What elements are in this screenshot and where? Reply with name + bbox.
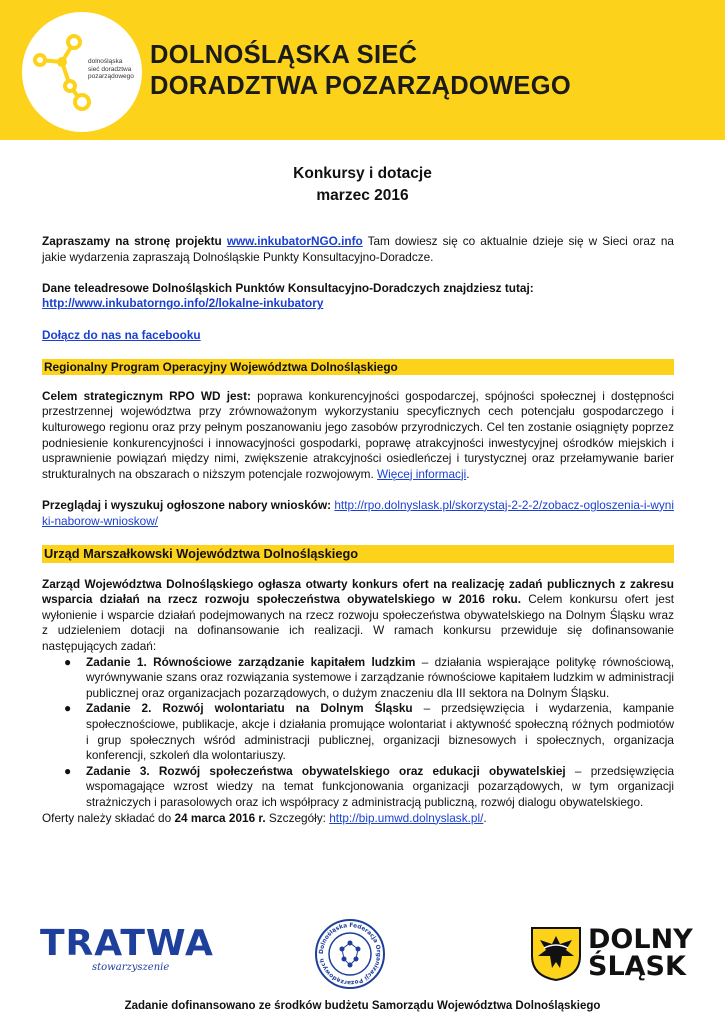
bip-link[interactable]: http://bip.umwd.dolnyslask.pl/ — [329, 810, 484, 825]
facebook-paragraph — [42, 328, 674, 344]
bullet-icon: ● — [64, 654, 72, 669]
logo-text: dolnośląska sieć doradztwa pozarządowego — [88, 58, 134, 80]
tratwa-subtitle: stowarzyszenie — [92, 962, 170, 973]
list-item: ● Zadanie 3. Rozwój społeczeństwa obywatelskiego oraz edukacji obywatelskiej – przedsięwzięcia wspomagające wzrost wiedzy na temat funkcjonowania organizacji pozarządowych, w tym organizacji strażniczych i parasolowych oraz ich współpracy z administracją publiczną, rozwój dialogu obywatelskiego. — [64, 763, 675, 809]
list-item: ● Zadanie 2. Rozwój wolontariatu na Dolnym Śląsku – przedsięwzięcia i wydarzenia, kampanie społecznościowe, publikacje, akcje i działania promujące wolontariat i aktywność społeczną różnych podmiotów i grup społecznych wśród administracji publicznej, organizacji biznesowych i społecznych, organizacja konferencji, szkoleń dla wolontariuszy. — [64, 701, 675, 763]
deadline-paragraph: Oferty należy składać do 24 marca 2016 r. Szczegóły: http://bip.umwd.dolnyslask.pl/. — [42, 810, 487, 825]
list-item: ● Zadanie 1. Równościowe zarządzanie kapitałem ludzkim – działania wspierające politykę równościową, wyrównywanie szans oraz rozwiązania systemowe i zarządzanie równościowe kapitałem ludzkim w administracji publicznej oraz organizacjach pozarządowych, o dużym znaczeniu dla III sektora na Dolnym Śląsku. — [64, 654, 674, 700]
funding-note: Zadanie dofinansowano ze środków budżetu Samorządu Województwa Dolnośląskiego — [124, 1000, 601, 1012]
network-logo — [22, 12, 142, 132]
eagle-emblem-icon — [530, 926, 582, 982]
federation-seal-icon — [314, 918, 386, 990]
header-title: DOLNOŚLĄSKA SIEĆ DORADZTWA POZARZĄDOWEGO — [150, 41, 572, 100]
addresses-link[interactable]: http://www.inkubatorngo.info/2/lokalne-inkubatory — [42, 296, 324, 311]
document-body — [42, 234, 674, 826]
more-info-link[interactable]: Więcej informacji — [377, 466, 467, 481]
facebook-link[interactable]: Dołącz do nas na facebooku — [42, 327, 201, 342]
document-title: Konkursy i dotacje marzec 2016 — [293, 165, 432, 204]
rpo-browse-paragraph: Przeglądaj i wyszukuj ogłoszone nabory wniosków: http://rpo.dolnyslask.pl/skorzystaj-2-2-2/zobacz-ogloszenia-i-wyniki-naborow-wnioskow/ — [42, 497, 674, 528]
bullet-icon: ● — [64, 763, 72, 778]
inkubator-link[interactable]: www.inkubatorNGO.info — [226, 234, 363, 248]
bullet-icon: ● — [64, 701, 72, 716]
task-list — [42, 655, 674, 811]
rpo-goal-paragraph: Celem strategicznym RPO WD jest: poprawa konkurencyjności gospodarczej, spójności społecznej i dostępności przestrzennej województwa przy zrównoważonym wykorzystaniu specyficznych cech potencjału gospodarczego i kulturowego regionu oraz przy pełnym poszanowaniu jego zasobów przyrodniczych. Cel ten zostanie osiągnięty poprzez podniesienie konkurencyjności i innowacyjności gospodarki, poprawę atrakcyjności inwestycyjnej ośrodków miejskich i usprawnienie powiązań między nimi, zwiększenie atrakcyjności osiedleńczej i turystycznej oraz przełamywanie barier strukturalnych na obszarach o niższym potencjale rozwojowym. Więcej informacji. — [42, 388, 675, 481]
rpo-browse-link[interactable]: http://rpo.dolnyslask.pl/skorzystaj-2-2-2/zobacz-ogloszenia-i-wyniki-naborow-wnioskow/ — [42, 497, 674, 528]
umwd-section-heading: Urząd Marszałkowski Województwa Dolnośląskiego — [42, 545, 674, 563]
dolny-slask-logo: DOLNY ŚLĄSK — [588, 924, 693, 982]
header-banner — [0, 0, 725, 140]
addresses-paragraph: Dane teleadresowe Dolnośląskich Punktów Konsultacyjno-Doradczych znajdziesz tutaj: http://www.inkubatorngo.info/2/lokalne-inkubatory — [42, 280, 534, 311]
umwd-announce-paragraph: Zarząd Województwa Dolnośląskiego ogłasza otwarty konkurs ofert na realizację zadań publicznych z zakresu wsparcia działań na rzecz rozwoju społeczeństwa obywatelskiego w 2016 roku. Celem konkursu ofert jest wyłonienie i wsparcie działań podejmowanych na rzecz rozwoju społeczeństwa obywatelskiego na Dolnym Śląsku wraz z udzieleniem dotacji na dofinansowanie ich realizacji. W ramach konkursu przewiduje się dofinansowanie następujących zadań: — [42, 576, 674, 654]
intro-paragraph: Zapraszamy na stronę projektu www.inkubatorNGO.info Tam dowiesz się co aktualnie dzieje się w Sieci oraz na jakie wydarzenia zapraszają Dolnośląskie Punkty Konsultacyjno-Doradcze. — [42, 234, 674, 264]
svg-text:Dolnośląska Federacja Organiza: Dolnośląska Federacja Organizacji Pozarządowych — [318, 922, 382, 986]
footer-logos — [0, 918, 725, 988]
tratwa-logo: TRATWA — [40, 923, 214, 964]
rpo-section-heading: Regionalny Program Operacyjny Województwa Dolnośląskiego — [42, 359, 674, 375]
